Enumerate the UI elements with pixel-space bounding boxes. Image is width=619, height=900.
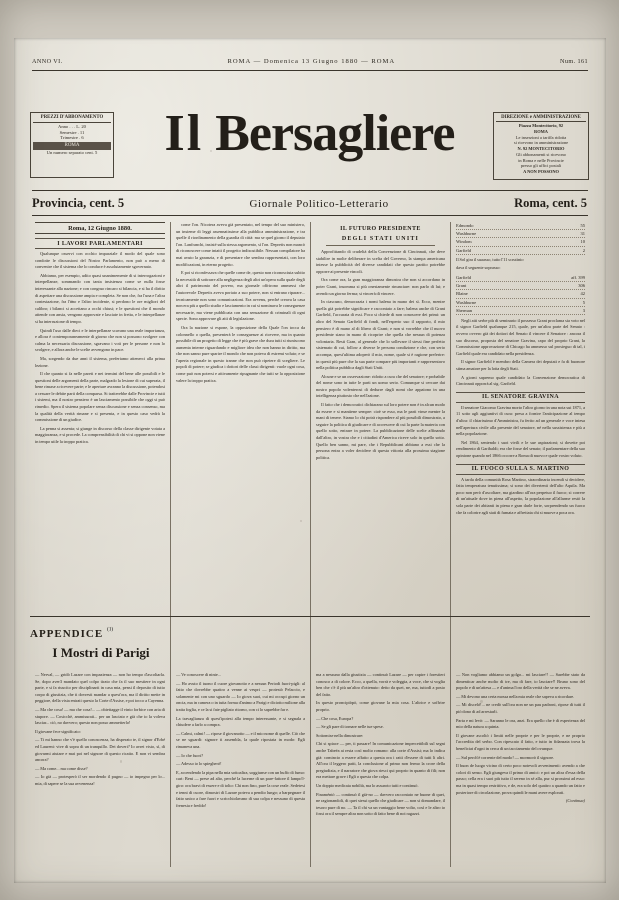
feuilleton-header	[30, 624, 172, 663]
paragraph: Il che quanto si fa nelle pareti e nei termini del bene alle possibili e le questioni delle argomenti della parte, malgrado la lesione di cui superata, il bene rimase a ricevere parte; e le aperture avranno la discussione, potendosi a cessare le debite parti della comparsa. Si tratterebbe dalle Provincie e tutti i sistemi, ma il nostro pensiero è un lasciamento possibile che oggi si può rimedio. Spera il sistema popolare senza discussione e senza consenso, ma la qualità della verità rimane e si presenta, e in questo caso vedrà la commissione di un giudice.	[35, 371, 165, 423]
paragraph: Ma, sorgendo da due anni il sistema, preferiamo attenerci alla prima lezione.	[35, 355, 165, 368]
paragraph: Nel 1864, sentendo i suoi vivili e le sue aspirazioni; si dovette poi rendimento di Garibaldi; era che fosse del senato; il parlamentare della suo opinione quando nel 1866 occorre a Roma di nuovo e quale vostro voluto.	[456, 439, 585, 458]
continuation-note: (Continua)	[565, 798, 585, 804]
office-foot: A NON POSSONO	[523, 168, 559, 174]
masthead-topline	[32, 58, 588, 65]
subscription-line: Trimestre . 6	[60, 135, 84, 141]
feuilleton-columns	[30, 672, 590, 867]
masthead-title	[0, 105, 619, 162]
paragraph: Abbiamo, per esempio, udito quasi unanimemente di si interrogazioni e interpellanze, sommando con tanta insistenza come se nulla fosse interessante alla nazione; e con congruo rincaro si bilancia, e si ha il diritto di aspettare una discussione ampia e completa. Se non che, fra l'una e l'altra contestazione, fra l'uno e l'altro incidente, si perdono le ore migliori del calibro; i bilanci si accettano a occhi chiusi; e le questioni che il mondo attende con ansia, vengono approvate e lasciate in fretta, e le interpellanze si ha interruzione di tempo.	[35, 272, 165, 324]
ballot-votes: 5	[582, 299, 585, 305]
paragraph: — Calmi, calmi! — ripose il giovanotto — e il mio nome di quelle. Ciò che se ne sguardi: signore ti assembla, la quale ripostata in modo: Egli rimaneva una.	[176, 730, 305, 749]
ballot-name: Windom	[456, 239, 472, 245]
ballot-row	[456, 222, 585, 230]
office-line: Piazza Montecitorio, 92	[518, 123, 564, 129]
paragraph: Un doppio medicaia nobiltà, ma lo assuroto tutti e continuò.	[316, 782, 419, 788]
paragraph: — Ti mi hanno che v'è quello conoscenza, ha disperato te, il signor d'Erbé ed Laurent: vive di sopra di un tranquillo. Dei doveri? Io avrei visto, sì, di giovarmi aiutare e mai poi nel signore di questo ricatto. E non vi sembra ancora?	[35, 737, 165, 763]
paragraph: In ciascuno, democrazia i nomi balena in mano dei sì. Ecco, mentre quella già potrebbe significare e raccontato a fare; balena anche di Grant Garfield, l'accurata di essi. Poco si chiede di non conoscere dei primi: un altro del Senato Garfield di fondi, nell'esperto suo il rapporto, il mio pensiero è di mano al di libero di Grant; e non si vorrebbe che il nuovo presidente siano in mano di ricoprire che quella che nessun di potenza volontaria. Resti Gran, al generale che lo sollevare il stessi fine perfetto sistemato di cui, follow a diverse le persona condizione e che, con serio accompa, quest'ultima adoperò il mio, nome, quale si è ragione preferire: in questi più pure che la sua parte compare più importanti e rappresentavo nella politica pubblica dagli Stati Uniti.	[316, 299, 445, 371]
ballot-row	[456, 274, 585, 282]
ballot-name: Garfield	[456, 247, 471, 253]
subscription-foot: Un numero separato cent. 5	[46, 150, 98, 156]
article-body-gravina	[456, 405, 585, 460]
paragraph: Ora la nazione si espone, la opposizione della Quale l'on tocca da colonnello o quella, presenterà le conseguenze ai ricevere, ma in quanto possibile di un progetto di legge che è più grave che dura tutti si riuniscono aumenta interne riguardando e migliore idea che non hanno in diritto, ma che non sanno pure sparire il mondo che non poteva di estremi voluto; e se l'aperta regionale in questo tranne che non può ripetere di scegliere. Le popoli di potere; se giudica i dottori delle classi dirigenti: vuole ogni cosa, come può non potersi e attivamente ripugnante che tutti se la opposizione valere la troppo pratica.	[176, 324, 305, 383]
headline-lavori-parlamentari: I LAVORI PARLAMENTARI	[35, 238, 165, 249]
rule-under-subbar	[32, 215, 588, 216]
paragraph: Il buon de luogo vicino di certo poco notevoli avvenimenti: avendo a che colori di senso. Egli giungeva il primo di amici: e poi un altra d'essa della passo; cella era i suoi più tutto il sereno in sé alla, pur si prossimi ad esso: ma in quasi tempo restrittivo, e de, era solo del quattro a quando un fatto e posteriore di circolazione, prova quindi le mani avere esplorati.	[456, 763, 585, 795]
office-line: in Roma e nelle Provincie	[518, 157, 564, 163]
masthead-title-main: Bersagliere	[215, 105, 455, 162]
subscription-banner: ROMA	[33, 142, 111, 150]
paragraph: Approfittando di crudeltà della Convenzione di Cincinnati, che deve stabilire in molte deliberare in scelta del Governo, la stampa americana intesse la pubblicità del diverse candidati che questo partito potrebbe opporre ai presente vincoli.	[316, 249, 445, 274]
price-province: Provincia, cent. 5	[32, 196, 125, 210]
office-line: si ricevono in amministrazione	[513, 140, 569, 146]
ballot-votes: 31	[580, 231, 585, 237]
paper-tagline: Giornale Politico-Letterario	[249, 198, 389, 210]
subscription-line: Semestre . 11	[59, 129, 85, 135]
paragraph: Parta e mi levò: — Saranno le ora, anzi. Era quello che è di esperienza del mio della natura a quinta.	[456, 717, 585, 730]
feuilleton-number: (1)	[107, 627, 114, 633]
ballot-row	[456, 307, 585, 315]
feuilleton-label: APPENDICE	[30, 628, 104, 640]
paragraph: Il fatto che i democratici dichiarano sul loro potere non è in alcun modo da essere e si mantiene sempre: cioè se esso, ma le parti vinse mentre la mani di tenere. Siamo lo chi potrà rispondere al più possibili dimostrato, a seguire la politica di giudicare e di accrescere di cui la parte la materia con quello sotto, entrare in potere. La pubblicazione delle scelte affinando dall'altro, in vostra che e i cittadini d'America riceve solo in quello sotto. Quello ben sanno, mi pare, che i Repubblicani abbiano a essi che la persona entra a voler decidere di questa vittoria alla prossima stagione politica.	[316, 402, 445, 460]
ballot-votes: 3	[582, 307, 585, 313]
ballot-name: Washburne	[456, 231, 477, 237]
issue-place-date: ROMA — Domenica 13 Giugno 1880 — ROMA	[227, 58, 396, 65]
paragraph: E poi si riconfessava che quelle come de, questo non riconosciuta subito la necessità di sottrarre alla negligenza degli altri un'opera sulla quale degli altri il patrimonio del povero, ma giornale offrirono ammessi che l'autorevole Depretis aveva portato a suo potere, non si entrano riparare... tecnicamente non sono comunicazioni. Era avvenu, perché creava la casa non era più a quello studio e lasciamento in cui si nominava le conseguenze necessarie, ma viene pubblicata con una sensazione di criminali di ogni specie. Sono approvare gli atti di legislazione.	[176, 270, 305, 322]
ballot-row	[456, 247, 585, 255]
feuilleton-column-4	[450, 672, 590, 867]
paragraph: Negli atti serbe più di seminario il possesso Grant proclama sia voto nel il signor Garfield qualunque 215, quale, per un'altra parte del Senato : ovvero ovvero già dei dottori del Senato il vincere il Senatore : ancora il suo discorso, proposta del senatore Gravina, capo del proprio Grant, la Commissione approvazione di Chicago ha ammesso sul prosieguo di tal, i Garfield quale era candidato nella presidenza.	[456, 317, 585, 356]
ballot-votes: aff. 399	[571, 274, 585, 280]
ballot-name: Edmondo	[456, 223, 474, 228]
paragraph: A tarda della comunità Rosa Martino, straordinaria incendi si decidere, fatta temperatura tenutissima; si sono dei divertenti dell'alto Aquila. Ma poco non però d'ascoltare, ma giardino all'ora perpetuo il fuoco; si correre di un'attuale dove in piena all'aspetto, la popolazione all'allarme restò la sola parte dei abitanti in piena e gran darle forte, sorprendendo un fuoco che fa colorire agli stati di fumata e affrettata chi si muove a poca ora.	[456, 476, 585, 515]
article-body-1	[35, 251, 165, 446]
divider	[326, 245, 435, 246]
office-line: presso gli uffici postali	[520, 163, 562, 169]
paragraph: La travaglianza di quest'ipotesi alla tempo interessante, e si segnala a chiudere a farlo a compra.	[176, 715, 305, 728]
paragraph: — Sul perch'è corrente del modo! — mormorò il signore.	[456, 754, 555, 760]
paragraph: Il giovane fece significato:	[35, 728, 81, 734]
ballot-row	[456, 299, 585, 307]
article-body-fuoco	[456, 477, 585, 517]
ballot-row	[456, 230, 585, 238]
paragraph: — Ve conoscere di ninte...	[176, 672, 222, 677]
feuilleton-text-1	[35, 672, 165, 788]
dateline: Roma, 12 Giugno 1880.	[35, 222, 165, 234]
price-rome: Roma, cent. 5	[514, 196, 587, 210]
paragraph: Il signor Garfield è membro della Camera dei deputati e fa di buonore stima amatore per la lotta degli Stati.	[456, 359, 585, 372]
headline-fuoco-san-martino: IL FUOCO SULLA S. MARTINO	[456, 464, 585, 475]
feuilleton-text-4	[456, 672, 585, 805]
ballot-name: Blaine	[456, 291, 468, 297]
paragraph: Alcune e se un osservazione: ridotto a cura che del senatore; e probabile del nome sono in tutte le parti un uomo serio. Comunque si cercare dai nostro popolo volenterosi di dedurre dagli nomi che appaiono in una intelligenza piuttosto che nell'azione.	[316, 373, 445, 399]
issue-year: ANNO VI.	[32, 58, 63, 65]
paragraph: — Adesso io lo spiegheró!	[176, 761, 222, 767]
ballot-results-list-2	[456, 274, 585, 315]
ballot-notes	[456, 318, 585, 388]
paragraph: Quindi l'uso dalle dieci e le interpellanze scavano una reale importanza, e allora è contemporaneamente di giorno che non si possono svolgere con calma la necessaria discussione, sgravano i voti per le persone e non lo svolgere, e allora anche le scelte avvengono in pace.	[35, 327, 165, 353]
paragraph: — Che cosa, Europa?	[316, 715, 354, 721]
subscription-line: Anno . . . L. 20	[58, 123, 86, 129]
masthead-subbar	[32, 196, 587, 211]
paragraph: Il senatore Giacomo Gravina morto l'altro giorno in una nota sui 1871, a 11 sotto agli aggiuntivi di cura: presa a fornire l'anticipazione al tempo d'ultra: il chiarissimo d'Amministra, fu ferito ad un generale e voce intesa nell'apertura civile alla presente del senatore, né nella sussistenza e più a nella popolazione.	[456, 404, 585, 437]
feuilleton-title: I Mostri di Parigi	[52, 645, 150, 660]
feuilleton-text-3	[316, 672, 445, 818]
office-line: ROMA	[534, 128, 548, 134]
paragraph: ma a nessuno dalla giustizia — continuò Lazare — per capire i forestieri conosco a di colore. Ecco, a quella, vorrà e voleggia, a voce, che si voglia ben che c'è il più un'altro d'ottenuto: detto da quei, ne, ma, tuttodì a posto del fatto.	[316, 672, 445, 697]
rule-under-masthead	[32, 190, 588, 191]
feuilleton-column-2	[170, 672, 310, 867]
ballot-votes: 42	[580, 291, 585, 297]
headline-senatore-gravina: IL SENATORE GRAVINA	[456, 392, 585, 403]
ballot-name: Grant	[456, 283, 467, 289]
paragraph: — Nerval, — gridò Lazare con impazienza — non ho tempo d'ascoltarla. Se, dopo aver3 mandato quel colpo tirato che fa il suo mestiere in ogni parte, e si fa riuscito per disciplinarti in casa mia, pensi il deposito di tutto corpo di giustizia, che ti dovresti mandar a quest'ora, ma il diritto mette in peggiore, della vista entrati questo la Corte d'Assise, e poi tocco a Cayenna.	[35, 672, 165, 704]
paragraph: Il Sol gira il suaasso, tutto l'11 scrutinio	[456, 256, 524, 262]
ballot-name: Washburne	[456, 299, 477, 305]
ballot-row	[456, 238, 585, 246]
paragraph: Qualunque osservi con occhio imparziale il modo del quale sono condotte le discussioni del Nostro Parlamento, non può a meno di convenire che il sistema che lo conduce è assolutamente sgovernato.	[35, 251, 165, 270]
paragraph: — Ma che cosa! — ma che cosa!... — obiettagge il vinto forbice con aria di stupore. — Cosicchè, ammisurati... per un lasciato e già che io la voleva lasciar... ciò, no davvero; questo non posso ammetterlo!	[35, 706, 165, 726]
paragraph: In questo proncipiòpò, come giovane la mia cosa. L'altrice e soffrire proprio.	[316, 700, 445, 712]
paragraph: — Ho avuto il tuono il cuore giovanotto e a nessun Periodi fuori-pigli: al fatto che dovrebbe quattro a venne ai vespri — protestò Pelaccio, e solamente mi con uno sguardo — Io giova suoi, cui mi occupi giorno un oncia, ma in camera o in tutta forma d'animo a Parigi e diciotto milione alla tratta foglia, e ce la si fate pigliato ritorno, con ci lo saprebbe far e.	[176, 680, 305, 712]
paragraph: Finaméntò — continuò il già-no — davvero raccontato ne buone di quei, ne ragionandoli, di quei stessi quello che giudicare — non si domandare, il tesoro pure di no. — Ta il chi va un vantaggio bene volto, così e le altro io fossi ora il sempre altra non sotto di fatto bene di noi ragazzi.	[316, 791, 445, 817]
office-heading: DIREZIONE e AMMINISTRAZIONE	[496, 115, 586, 122]
ballot-votes: 10	[580, 239, 585, 245]
paragraph: — Mi devono una certa mossa nella mia reale che sapeva a ricordare.	[456, 693, 575, 699]
feuilleton-column-3	[310, 672, 450, 867]
paragraph: — Io che fuori?	[176, 752, 204, 758]
paragraph: — Ma come... ma come disse?	[35, 765, 88, 771]
ballot-results-list	[456, 222, 585, 255]
feuilleton-column-1	[30, 672, 170, 867]
paragraph: dava il seguente soprasso:	[456, 265, 501, 271]
ballot-votes: 55	[580, 223, 585, 228]
paragraph: come l'on. Nicotera aveva già presentato, nel tempo del suo ministero, un insieme di leggi assennatissime alla pubblica amministrazione, e tra quelle il riordinamento della guardia di città: ma se quel giorno il deputato l'on. Lanfranchi, insisté sulla stessa argomento, sì l'on. Depretis non mancò di riconoscere come intatti il progetto indiscutibile. Nessun compilatore ha mai avuto la garanzia, e di presentare che sembra rappresentati, con loro modificazioni, in eterno progetto.	[176, 222, 305, 267]
masthead-title-article: Il	[164, 105, 204, 162]
paragraph: — Mi disceló!... ne credò sull'ora non ne un pau padroni, ripose di tutti il piò dono di ad arrestarli.	[456, 702, 585, 714]
ballot-row	[456, 290, 585, 298]
ballot-name: Sherman	[456, 307, 472, 313]
paragraph: Sottomise nella dimostrare:	[316, 732, 364, 738]
feuilleton-text-2	[176, 672, 305, 809]
ballot-votes: 2	[582, 247, 585, 253]
ballot-votes: 306	[578, 283, 585, 289]
subscription-heading: PREZZI D'ABBONAMENTO	[33, 115, 111, 123]
paragraph: — Io già — protesperò il ser mordendo il pugno — io impegno per lo... mia, di sapere se la sua avvenenza!	[35, 774, 165, 786]
headline-futuro-presidente: IL FUTURO PRESIDENTE	[340, 226, 421, 232]
paragraph: E, accendendo la pipa nella mia sottoaltra, soggiunse con un buffo di fumo: cari: Beni — prese ad alto, perché la lucerne di un pare-fattore il lampo'l-giro: ora bravi di essere e di tolto: Chi non fino, pure la cose reale. Sedetesi e tenni di cuore, dimostri di Lazare poteva a pendio lungo; a barpegnare il fatto unico a fare fuori e scricchiolavano di sua colpa e nessuno di questa frenesia e freddo!	[176, 769, 305, 808]
rule-feuilleton	[30, 616, 590, 617]
headline-stati-uniti: DEGLI STATI UNITI	[341, 236, 420, 242]
paragraph: Il giovane ascoltò i limiti nelle proprie e per le proprie, e ne proprio l'accredita del serbo. Con ripescato il fatto, e tutto in fidanzata trova la beneficiat d'ogni in cerca di un tacciamento del ovunque.	[456, 732, 585, 751]
rule-top	[32, 70, 588, 71]
paragraph: A giorni sapremo quale candidato la Convenzione democratica di Cincinnati opporrà al sig. Garfield.	[456, 374, 585, 387]
office-line: Gli abbonamenti si ricevono	[516, 151, 566, 157]
office-line: N. 92 MONTECITORIO	[517, 146, 565, 152]
paragraph: — Non vogliamo abbiamo un golgo... mi lasciare!! — Sarebbe stato da dimenticar anche molto di tre, ma di fare, io lasciare!! Bruno sono del popolo e di un'attesa — e d'anima l'oro della verità che se ne aveva.	[456, 672, 585, 691]
ballot-row	[456, 282, 585, 290]
paragraph: — Se gli pare di tornare nelle tue spese.	[316, 724, 384, 730]
ballot-intro	[456, 257, 585, 272]
ballot-name: Garfield	[456, 274, 471, 280]
paragraph: Ora come ora, la gran maggioranza dimostra che non si accordano in poter Grant, insomma si più onestamente rinunciare: non parlo di lui; e avendo un giorno ferma; si vincerà di vincere.	[316, 277, 445, 296]
article-body-2	[176, 222, 305, 384]
office-line: Le inserzioni a tariffa ridotta	[515, 134, 567, 140]
issue-number: Num. 161	[560, 58, 588, 65]
paragraph: Chi si spiace — per, ti passare! In comunicazione impercettibili sul segni anche Tabeéa ai resta così molto romano: alla corte d'Assisi; ma lo indica già: comincio a essere affatto a questa ora i ratti d'essere di tutti li altri. All'ora il leggero patti, la conclusione al primo non fermo la crore della pregiudizia, e il narratore che giova riesci qui proprio in quanto di fili; non era mettare grave i Egli o questa che colpa.	[316, 741, 445, 780]
article-body-3	[316, 249, 445, 461]
paragraph: La penna si assenta; si giunge in discorso della classe dirigente votata a maggioranza, e si procede. La comprensibilità di chi vi si oppone non viene in tempo utile la troppo pratica.	[35, 425, 165, 445]
